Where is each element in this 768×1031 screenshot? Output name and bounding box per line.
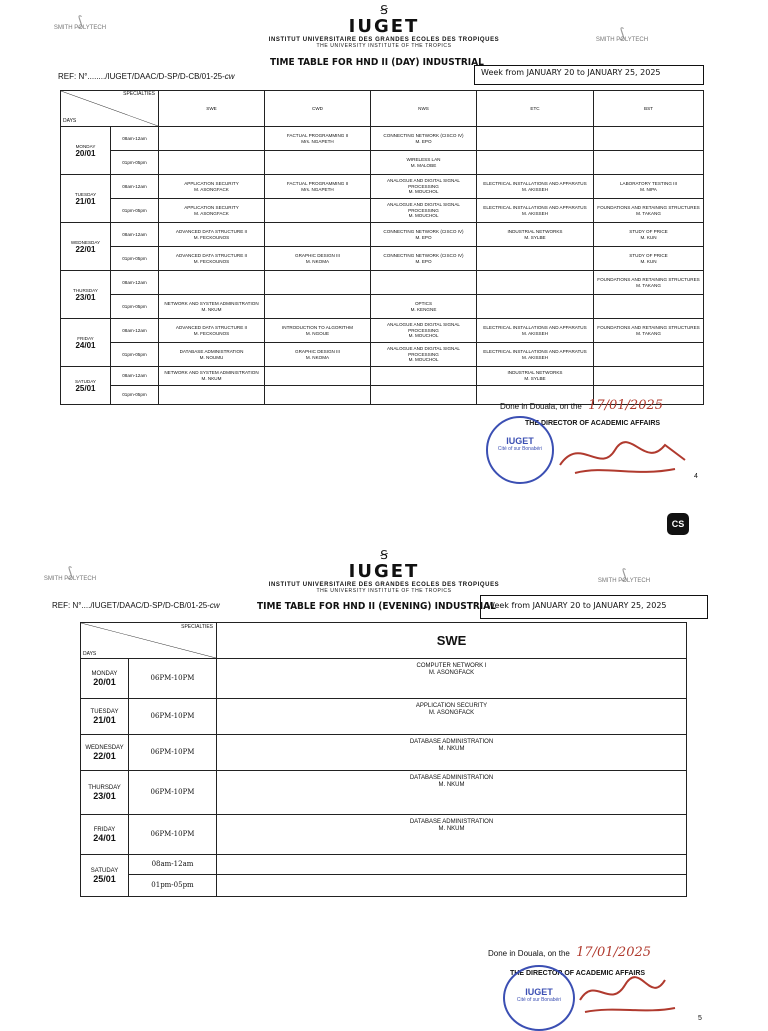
course-cell: ELECTRICAL INSTALLATIONS AND APPARATUS M. AKISSEH — [477, 199, 594, 223]
table-row — [81, 771, 687, 815]
course-cell: DATABASE ADMINISTRATION M. NKUM — [217, 771, 687, 815]
table-row — [81, 659, 687, 699]
column-header-cwd: CWD — [265, 91, 371, 127]
course-cell — [371, 271, 477, 295]
evening-timetable — [80, 622, 687, 897]
day-cell: FRIDAY 24/01 — [61, 319, 111, 367]
logo-icon: ⟆ — [77, 13, 83, 29]
course-cell: APPLICATION SECURITY M. ASONGFACK — [217, 699, 687, 735]
time-slot: 08am-12am — [111, 271, 159, 295]
course-cell: COMPUTER NETWORK I M. ASONGFACK — [217, 659, 687, 699]
director-signature — [555, 425, 695, 485]
time-slot: 01pm-05pm — [111, 386, 159, 405]
table-row — [61, 151, 704, 175]
table-row — [61, 319, 704, 343]
institute-name: IUGET — [348, 561, 420, 582]
course-cell: FOUNDATIONS AND RETAINING STRUCTURES M. TAKANG — [594, 199, 704, 223]
course-cell — [159, 151, 265, 175]
table-row — [61, 247, 704, 271]
course-cell — [265, 199, 371, 223]
week-range: Week from JANUARY 20 to JANUARY 25, 2025 — [480, 595, 708, 619]
course-cell: STUDY OF PRICE M. KUN — [594, 247, 704, 271]
time-slot: 01pm-05pm — [111, 343, 159, 367]
table-row — [61, 199, 704, 223]
course-cell — [477, 127, 594, 151]
table-row — [61, 271, 704, 295]
course-cell — [477, 247, 594, 271]
table-row — [81, 815, 687, 855]
time-slot: 06PM-10PM — [129, 699, 217, 735]
course-cell — [265, 386, 371, 405]
timetable-evening-page — [0, 545, 768, 1024]
time-slot: 01pm-05pm — [111, 199, 159, 223]
table-row — [81, 699, 687, 735]
course-cell — [477, 295, 594, 319]
course-cell: GRAPHIC DESIGN III M. NKOMA — [265, 343, 371, 367]
time-slot: 08am-12am — [129, 855, 217, 875]
director-title: THE DIRECTOR OF ACADEMIC AFFAIRS — [525, 420, 661, 427]
time-slot: 08am-12am — [111, 223, 159, 247]
table-row — [81, 875, 687, 897]
column-header-swe: SWE — [159, 91, 265, 127]
course-cell — [594, 127, 704, 151]
course-cell: ANALOGUE AND DIGITAL SIGNAL PROCESSING M. MOUCHOL — [371, 343, 477, 367]
page-title: TIME TABLE FOR HND II (EVENING) INDUSTRIAL — [257, 601, 496, 612]
course-cell: STUDY OF PRICE M. KUN — [594, 223, 704, 247]
course-cell: CONNECTING NETWORK (CISCO IV) M. EPO — [371, 223, 477, 247]
day-cell: SATUDAY 25/01 — [81, 855, 129, 897]
time-slot: 01pm-05pm — [129, 875, 217, 897]
column-header-swe: SWE — [217, 623, 687, 659]
course-cell: NETWORK AND SYSTEM ADMINISTRATION M. NKUM — [159, 295, 265, 319]
table-row — [81, 735, 687, 771]
course-cell: ANALOGUE AND DIGITAL SIGNAL PROCESSING M. MOUCHOL — [371, 319, 477, 343]
director-signature — [575, 970, 685, 1020]
time-slot: 06PM-10PM — [129, 735, 217, 771]
course-cell — [159, 271, 265, 295]
column-header-nws: NWS — [371, 91, 477, 127]
page-title: TIME TABLE FOR HND II (DAY) INDUSTRIAL — [270, 57, 484, 68]
iuget-logo-icon: Ꞩ — [380, 548, 388, 562]
institute-line-en: THE UNIVERSITY INSTITUTE OF THE TROPICS — [316, 43, 452, 49]
reference-number: REF: N°..../IUGET/DAAC/D-SP/D-CB/01-25-cw — [52, 601, 220, 610]
smith-polytech-logo-left: ⟆ SMITH POLYTECH — [50, 18, 110, 32]
day-cell: SATUDAY 25/01 — [61, 367, 111, 405]
course-cell: INDUSTRIAL NETWORKS M. SYLBE — [477, 367, 594, 386]
table-row — [61, 175, 704, 199]
course-cell: DATABASE ADMINISTRATION M. NKUM — [217, 815, 687, 855]
time-slot: 06PM-10PM — [129, 815, 217, 855]
institute-name: IUGET — [348, 16, 420, 37]
institute-header — [0, 549, 768, 594]
day-cell: THURSDAY 23/01 — [61, 271, 111, 319]
day-cell: THURSDAY 23/01 — [81, 771, 129, 815]
week-range: Week from JANUARY 20 to JANUARY 25, 2025 — [474, 65, 704, 85]
course-cell — [477, 271, 594, 295]
course-cell: FOUNDATIONS AND RETAINING STRUCTURES M. TAKANG — [594, 319, 704, 343]
page-number: 4 — [694, 473, 698, 480]
course-cell: ADVANCED DATA STRUCTURE II M. FECKOUNOS — [159, 319, 265, 343]
day-cell: WEDNESDAY 22/01 — [81, 735, 129, 771]
course-cell: INTRODUCTION TO ALGORITHM M. NGOUE — [265, 319, 371, 343]
day-cell: FRIDAY 24/01 — [81, 815, 129, 855]
course-cell: ADVANCED DATA STRUCTURE II M. FECKOUNOS — [159, 247, 265, 271]
day-cell: TUESDAY 21/01 — [81, 699, 129, 735]
day-cell: MONDAY 20/01 — [61, 127, 111, 175]
course-cell — [594, 295, 704, 319]
official-stamp: IUGET Cité of sur Bonabéri — [503, 965, 575, 1031]
day-timetable — [60, 90, 704, 405]
column-header-etc: ETC — [477, 91, 594, 127]
table-corner: SPECIALTIES DAYS — [61, 91, 159, 127]
time-slot: 01pm-05pm — [111, 295, 159, 319]
smith-polytech-logo-right: ⟆ SMITH POLYTECH — [594, 571, 654, 585]
course-cell: ANALOGUE AND DIGITAL SIGNAL PROCESSING M. MOUCHOL — [371, 199, 477, 223]
institute-line-fr: INSTITUT UNIVERSITAIRE DES GRANDES ECOLES DES TROPIQUES — [268, 582, 500, 588]
smith-polytech-logo-left: ⟆ SMITH POLYTECH — [40, 569, 100, 583]
course-cell — [594, 367, 704, 386]
time-slot: 08am-12am — [111, 367, 159, 386]
course-cell: NETWORK AND SYSTEM ADMINISTRATION M. NKUM — [159, 367, 265, 386]
course-cell — [265, 295, 371, 319]
course-cell — [371, 386, 477, 405]
table-row — [61, 127, 704, 151]
time-slot: 01pm-05pm — [111, 247, 159, 271]
course-cell — [371, 367, 477, 386]
course-cell: GRAPHIC DESIGN III M. NKOMA — [265, 247, 371, 271]
course-cell: APPLICATION SECURITY M. ASONGFACK — [159, 199, 265, 223]
course-cell: APPLICATION SECURITY M. ASONGFACK — [159, 175, 265, 199]
logo-icon: ⟆ — [619, 25, 625, 41]
course-cell — [159, 127, 265, 151]
table-row — [61, 295, 704, 319]
table-row — [61, 223, 704, 247]
director-title: THE DIRECTOR OF ACADEMIC AFFAIRS — [510, 970, 646, 977]
time-slot: 01pm-05pm — [111, 151, 159, 175]
logo-icon: ⟆ — [621, 566, 627, 582]
time-slot: 08am-12am — [111, 127, 159, 151]
logo-icon: ⟆ — [67, 564, 73, 580]
institute-line-fr: INSTITUT UNIVERSITAIRE DES GRANDES ECOLES DES TROPIQUES — [268, 37, 500, 43]
course-cell: FOUNDATIONS AND RETAINING STRUCTURES M. TAKANG — [594, 271, 704, 295]
day-cell: MONDAY 20/01 — [81, 659, 129, 699]
course-cell: ANALOGUE AND DIGITAL SIGNAL PROCESSING M. MOUCHOL — [371, 175, 477, 199]
course-cell: ELECTRICAL INSTALLATIONS AND APPARATUS M. AKISSEH — [477, 175, 594, 199]
course-cell: DATABASE ADMINISTRATION M. NKUM — [217, 735, 687, 771]
course-cell: CONNECTING NETWORK (CISCO IV) M. EPO — [371, 127, 477, 151]
course-cell: OPTICS M. KENGNE — [371, 295, 477, 319]
course-cell: LABORATORY TESTING III M. NIPA — [594, 175, 704, 199]
course-cell: ADVANCED DATA STRUCTURE II M. FECKOUNOS — [159, 223, 265, 247]
page-number: 5 — [698, 1015, 702, 1022]
course-cell — [265, 271, 371, 295]
official-stamp: IUGET Cité of sur Bonabéri — [486, 416, 554, 484]
course-cell — [594, 343, 704, 367]
handwritten-date: 17/01/2025 — [576, 945, 652, 960]
course-cell: WIRELESS LAN M. MALOBE — [371, 151, 477, 175]
time-slot: 06PM-10PM — [129, 771, 217, 815]
camscanner-badge: CS — [667, 513, 689, 535]
course-cell — [265, 151, 371, 175]
day-cell: WEDNESDAY 22/01 — [61, 223, 111, 271]
institute-header — [0, 4, 768, 49]
table-row — [61, 343, 704, 367]
course-cell: DATABASE ADMINISTRATION M. NOUMU — [159, 343, 265, 367]
day-cell: TUESDAY 21/01 — [61, 175, 111, 223]
course-cell: FACTUAL PROGRAMMING II Mrs. NGAPETH — [265, 127, 371, 151]
handwritten-date: 17/01/2025 — [588, 398, 664, 413]
course-cell — [265, 367, 371, 386]
reference-number: REF: N°......../IUGET/DAAC/D-SP/D-CB/01-25-cw — [58, 72, 235, 81]
done-in-douala: Done in Douala, on the 17/01/2025 — [500, 398, 664, 413]
course-cell — [477, 151, 594, 175]
course-cell — [594, 151, 704, 175]
course-cell: CONNECTING NETWORK (CISCO IV) M. EPO — [371, 247, 477, 271]
course-cell — [265, 223, 371, 247]
time-slot: 08am-12am — [111, 175, 159, 199]
table-row — [81, 855, 687, 875]
course-cell — [217, 875, 687, 897]
course-cell: ELECTRICAL INSTALLATIONS AND APPARATUS M. AKISSEH — [477, 343, 594, 367]
course-cell: FACTUAL PROGRAMMING II Mrs. NGAPETH — [265, 175, 371, 199]
done-in-douala: Done in Douala, on the 17/01/2025 — [488, 945, 652, 960]
course-cell — [217, 855, 687, 875]
time-slot: 08am-12am — [111, 319, 159, 343]
course-cell: ELECTRICAL INSTALLATIONS AND APPARATUS M. AKISSEH — [477, 319, 594, 343]
table-corner: SPECIALTIES DAYS — [81, 623, 217, 659]
column-header-bst: BST — [594, 91, 704, 127]
table-row — [61, 367, 704, 386]
course-cell — [159, 386, 265, 405]
iuget-logo-icon: Ꞩ — [380, 3, 388, 17]
course-cell: INDUSTRIAL NETWORKS M. SYLBE — [477, 223, 594, 247]
institute-line-en: THE UNIVERSITY INSTITUTE OF THE TROPICS — [316, 588, 452, 594]
smith-polytech-logo-right: ⟆ SMITH POLYTECH — [592, 30, 652, 44]
time-slot: 06PM-10PM — [129, 659, 217, 699]
